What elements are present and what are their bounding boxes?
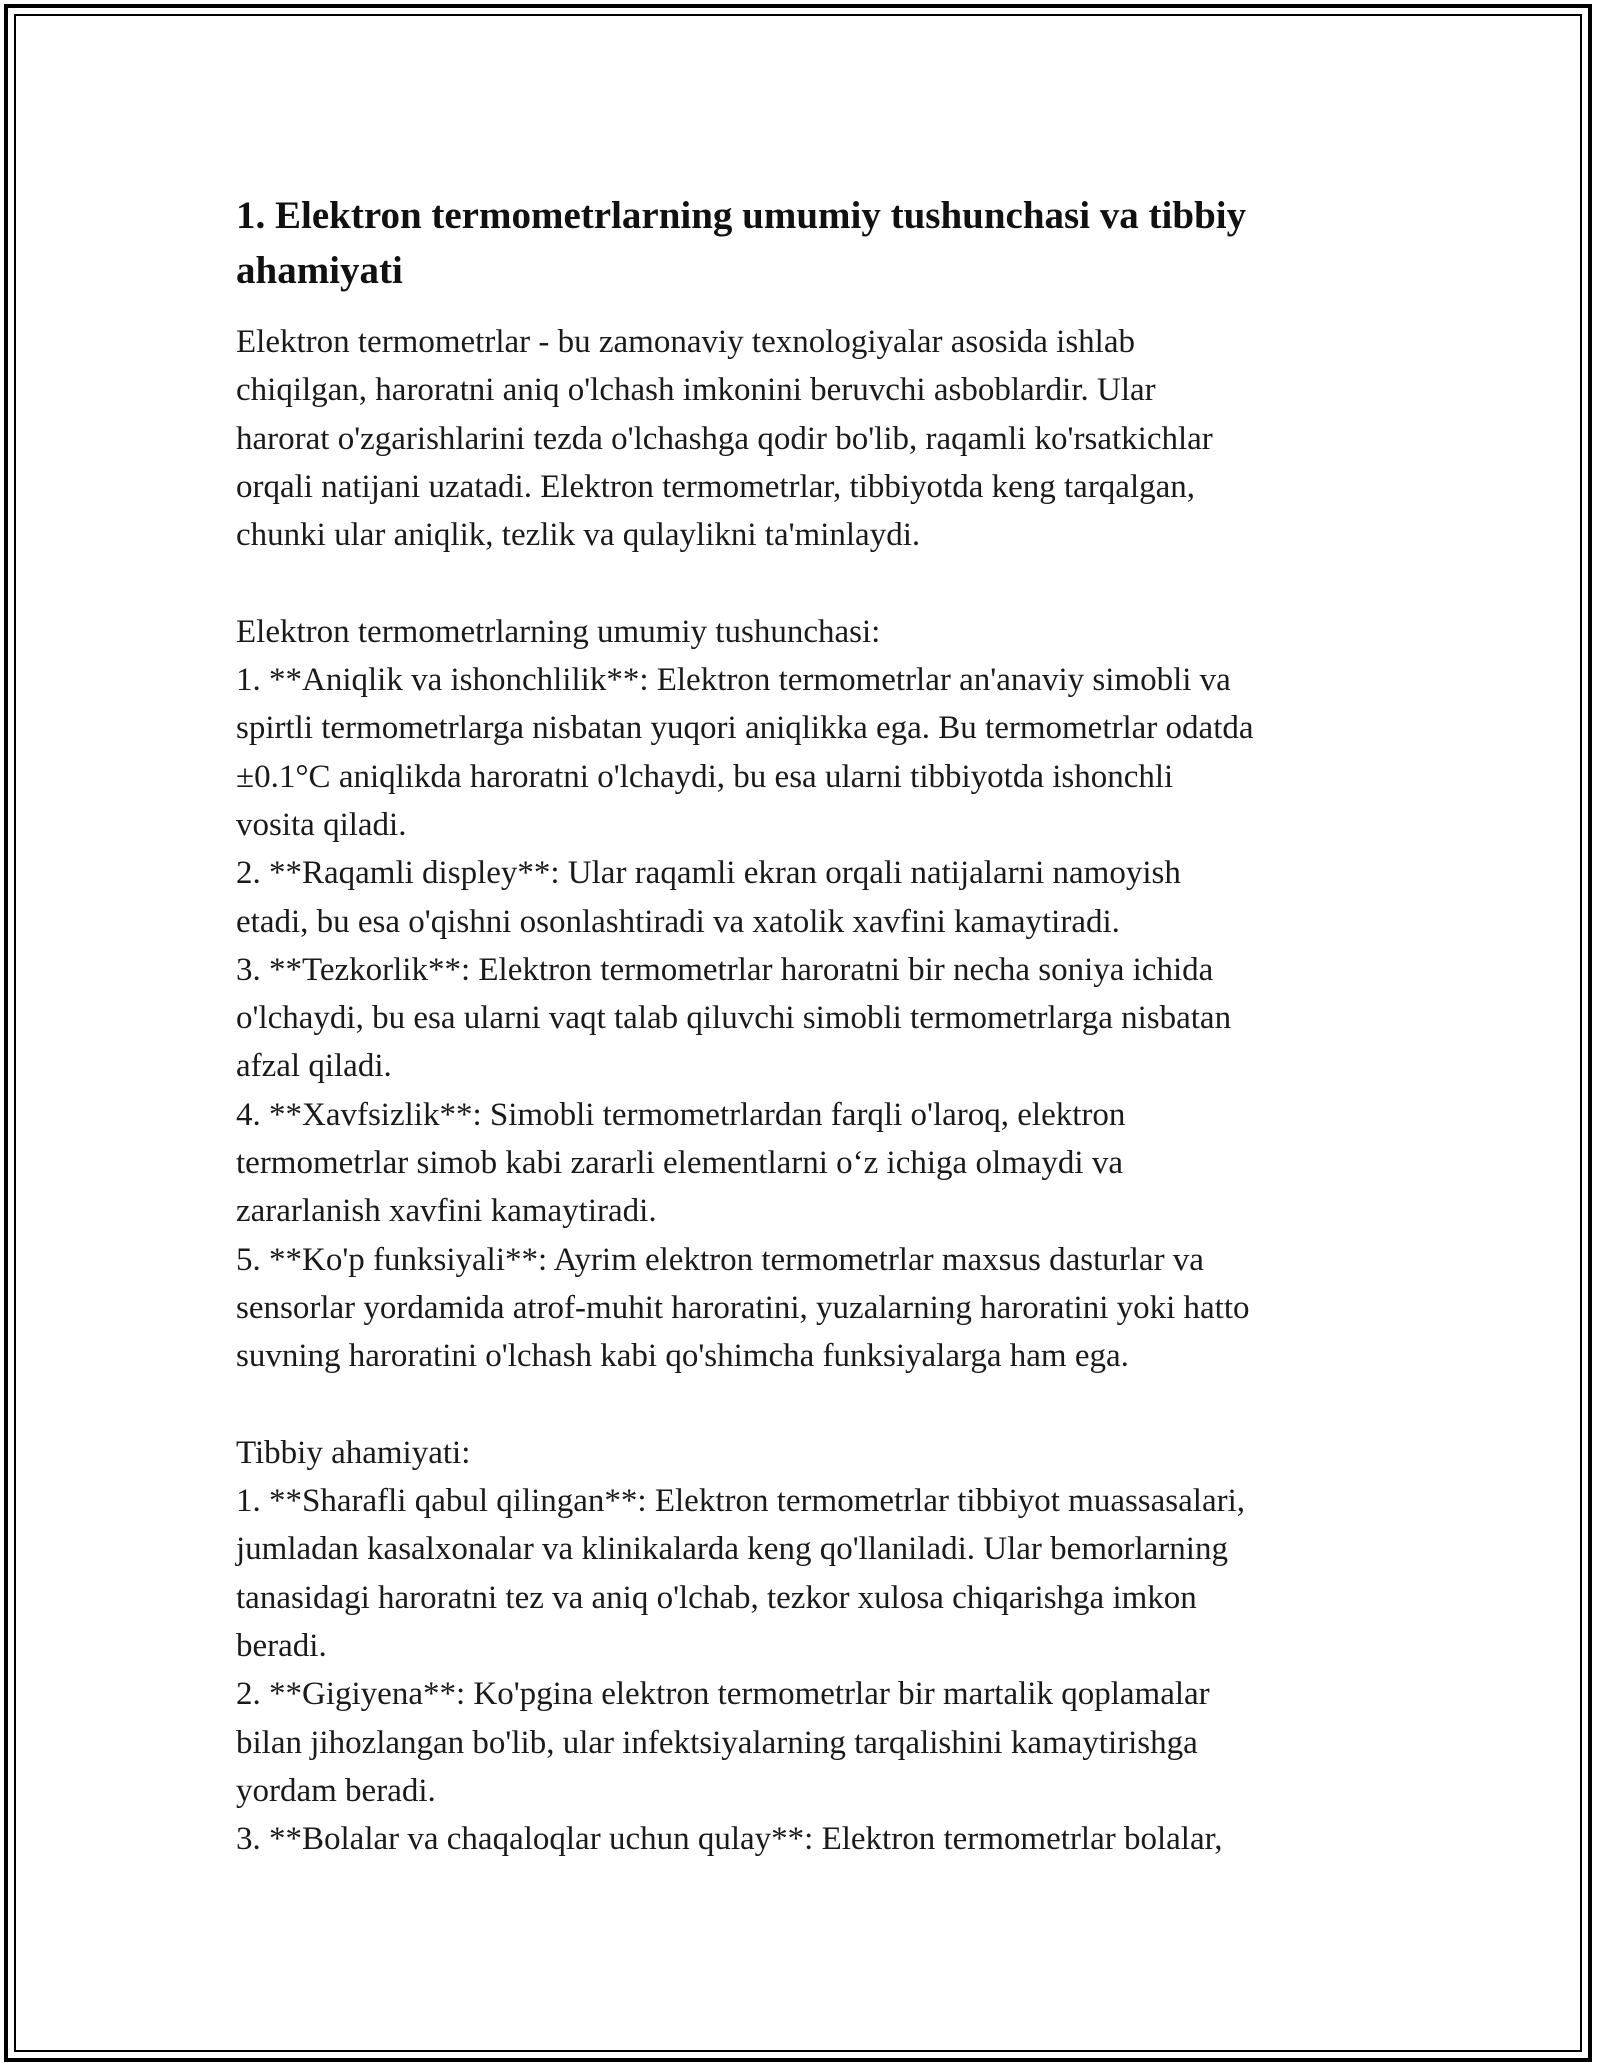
- text-line: 4. **Xavfsizlik**: Simobli termometrlardan farqli o'laroq, elektron: [236, 1096, 1126, 1133]
- text-line: etadi, bu esa o'qishni osonlashtiradi va xatolik xavfini kamaytiradi.: [236, 903, 1120, 940]
- text-line: 5. **Ko'p funksiyali**: Ayrim elektron termometrlar maxsus dasturlar va: [236, 1241, 1204, 1278]
- text-line: beradi.: [236, 1628, 327, 1665]
- concept-section: [236, 608, 1376, 1381]
- text-line: zararlanish xavfini kamaytiradi.: [236, 1193, 657, 1230]
- section-heading: [236, 188, 1376, 298]
- text-line: o'lchaydi, bu esa ularni vaqt talab qiluvchi simobli termometrlarga nisbatan: [236, 1000, 1232, 1037]
- text-line: vosita qiladi.: [236, 806, 407, 843]
- text-line: jumladan kasalxonalar va klinikalarda keng qo'llaniladi. Ular bemorlarning: [236, 1531, 1228, 1568]
- text-line: 1. **Sharafli qabul qilingan**: Elektron termometrlar tibbiyot muassasalari,: [236, 1483, 1246, 1520]
- subsection-title: Tibbiy ahamiyati:: [236, 1434, 471, 1471]
- text-line: Elektron termometrlar - bu zamonaviy texnologiyalar asosida ishlab: [236, 324, 1135, 360]
- text-line: yordam beradi.: [236, 1772, 436, 1809]
- text-line: bilan jihozlangan bo'lib, ular infektsiyalarning tarqalishini kamaytirishga: [236, 1724, 1198, 1761]
- paragraph-gap: [236, 1381, 1376, 1429]
- text-line: suvning haroratini o'lchash kabi qo'shimcha funksiyalarga ham ega.: [236, 1338, 1129, 1375]
- text-line: orqali natijani uzatadi. Elektron termometrlar, tibbiyotda keng tarqalgan,: [236, 468, 1196, 505]
- text-line: 3. **Bolalar va chaqaloqlar uchun qulay**: Elektron termometrlar bolalar,: [236, 1821, 1223, 1858]
- text-line: 2. **Gigiyena**: Ko'pgina elektron termometrlar bir martalik qoplamalar: [236, 1676, 1210, 1713]
- text-line: termometrlar simob kabi zararli elementlarni o‘z ichiga olmaydi va: [236, 1145, 1123, 1182]
- text-line: tanasidagi haroratni tez va aniq o'lchab, tezkor xulosa chiqarishga imkon: [236, 1579, 1197, 1616]
- subsection-title: Elektron termometrlarning umumiy tushunchasi:: [236, 613, 881, 650]
- text-line: 3. **Tezkorlik**: Elektron termometrlar haroratni bir necha soniya ichida: [236, 951, 1214, 988]
- text-line: ±0.1°C aniqlikda haroratni o'lchaydi, bu esa ularni tibbiyotda ishonchli: [236, 758, 1174, 795]
- text-line: sensorlar yordamida atrof-muhit haroratini, yuzalarning haroratini yoki hatto: [236, 1289, 1250, 1326]
- text-line: 1. **Aniqlik va ishonchlilik**: Elektron termometrlar an'anaviy simobli va: [236, 662, 1231, 699]
- text-line: spirtli termometrlarga nisbatan yuqori aniqlikka ega. Bu termometrlar odatda: [236, 710, 1254, 747]
- paragraph-gap: [236, 559, 1376, 607]
- text-line: chunki ular aniqlik, tezlik va qulaylikni ta'minlaydi.: [236, 517, 921, 554]
- text-line: 2. **Raqamli displey**: Ular raqamli ekran orqali natijalarni namoyish: [236, 855, 1181, 892]
- heading-line: 1. Elektron termometrlarning umumiy tushunchasi va tibbiy: [236, 194, 1247, 237]
- medical-section: [236, 1429, 1376, 1864]
- text-line: chiqilgan, haroratni aniq o'lchash imkonini beruvchi asboblardir. Ular: [236, 372, 1156, 409]
- document-body: [236, 188, 1376, 1864]
- text-line: afzal qiladi.: [236, 1048, 392, 1085]
- heading-line: ahamiyati: [236, 249, 403, 292]
- intro-paragraph: [236, 318, 1376, 559]
- text-line: harorat o'zgarishlarini tezda o'lchashga qodir bo'lib, raqamli ko'rsatkichlar: [236, 420, 1213, 457]
